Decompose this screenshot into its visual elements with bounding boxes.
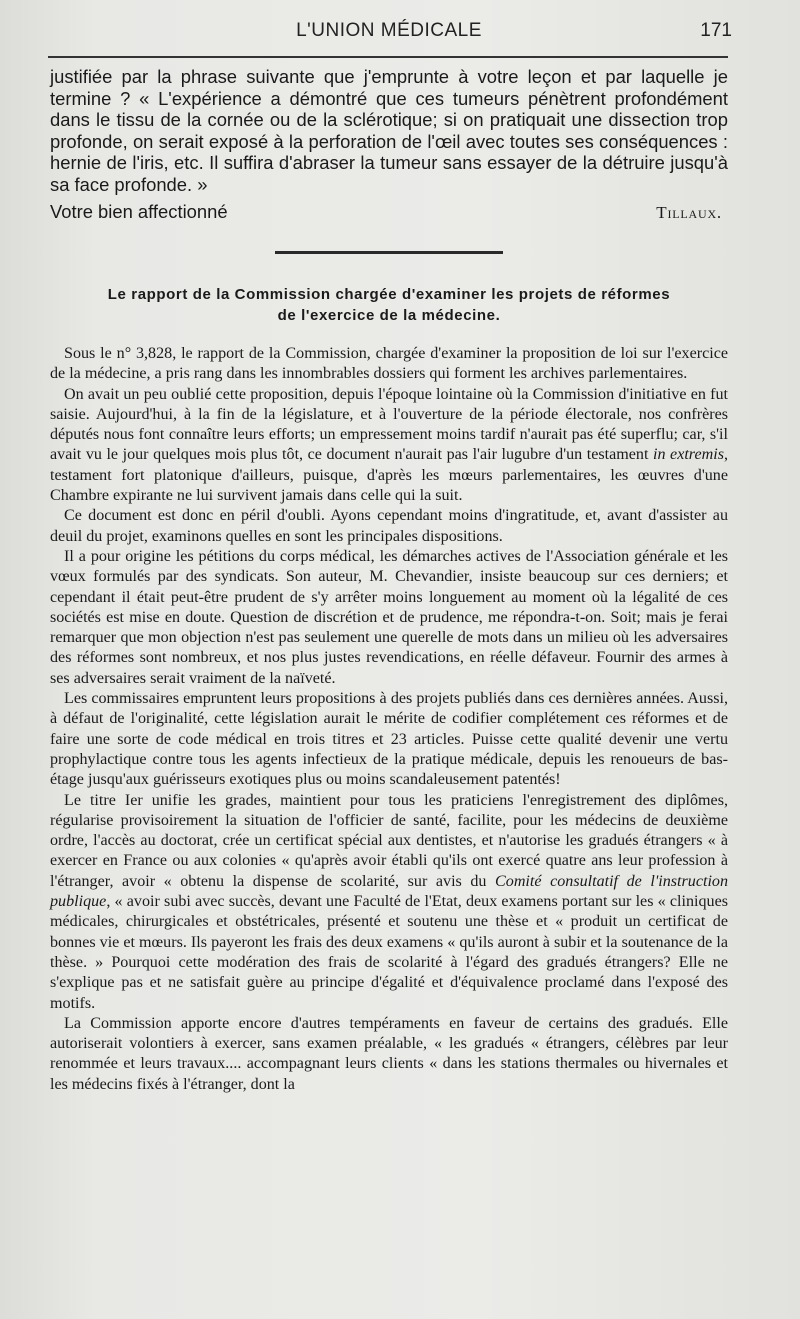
paragraph-4: Il a pour origine les pétitions du corps médical, les démarches actives de l'Association générale et les vœux formulés par des syndicats. Son auteur, M. Chevandier, insiste beaucoup sur ces derniers; et cependant il était peut-être prudent de s'y arrêter moins longuement au moment où la légalité de ces sociétés est mise en doute. Question de discrétion et de prudence, me répondra-t-on. Soit; mais je ferai remarquer que mon objection n'est pas seulement une querelle de mots dans un milieu où les adversaires des réformes sont nombreux, et nos plus justes revendications, en réelle défaveur. Fournir des armes à ses adversaires serait vraiment de la naïveté.: [50, 547, 728, 687]
paragraph-5: Les commissaires empruntent leurs propositions à des projets publiés dans ces dernières années. Aussi, à défaut de l'originalité, cette législation aurait le mérite de codifier complétement ces réformes et de faire une sorte de code médical en trois titres et 23 articles. Puisse cette qualité devenir une vertu prophylactique contre tous les agents infectieux de la pratique médicale, depuis les renoueurs de bas-étage jusqu'aux guérisseurs exotiques plus ou moins scandaleusement patentés!: [50, 690, 728, 789]
paragraph-2-text-c: , testament fort platonique d'ailleurs, puisque, d'après les mœurs parlementaires, les œuvres d'une Chambre expirante ne lui survivent jamais dans celle qui la suit.: [50, 446, 729, 505]
letter-closing: Votre bien affectionné: [50, 201, 228, 222]
article-title: [50, 284, 728, 326]
paragraph-6-italic: Comité consultatif de l'instruction publique: [50, 872, 729, 911]
paragraph-6: [50, 791, 728, 1014]
article-title-line-2: de l'exercice de la médecine.: [277, 307, 501, 324]
journal-title: L'UNION MÉDICALE: [296, 20, 482, 41]
letter-signoff: [50, 199, 728, 227]
article-title-line-1: Le rapport de la Commission chargée d'examiner les projets de réformes: [107, 286, 671, 303]
paragraph-7: La Commission apporte encore d'autres tempéraments en faveur de certains des gradués. Elle autoriserait volontiers à exercer, sans examen préalable, « les gradués « étrangers, célèbres par leur renommée et leurs travaux.... accompagnant leurs clients « dans les stations thermales ou hivernales et les médecins fixés à l'étranger, dont la: [50, 1014, 728, 1093]
letter-continuation: justifiée par la phrase suivante que j'emprunte à votre leçon et par laquelle je termine ? « L'expérience a démontré que ces tumeurs pénètrent profondément dans le tissu de la cornée ou de la sclérotique; si on pratiquait une dissection trop profonde, on serait exposé à la perforation de l'œil avec toutes ses conséquences : hernie de l'iris, etc. Il suffira d'abraser la tumeur sans essayer de la détruire jusqu'à sa face profonde. »: [50, 66, 728, 195]
paragraph-3: Ce document est donc en péril d'oubli. Ayons cependant moins d'ingratitude, et, avant d'assister au deuil du projet, examinons quelles en sont les principales dispositions.: [50, 507, 728, 545]
running-header: [50, 14, 732, 50]
paragraph-2-text-a: On avait un peu oublié cette proposition, depuis l'époque lointaine où la Commission d'initiative en fut saisie. Aujourd'hui, à la fin de la législature, et à l'ouverture de la période électorale, nos confrères députés nous font connaître leurs efforts; un empressement moins tardif n'aurait pas été superflu; car, s'il avait vu le jour quelques mois plus tôt, ce document n'aurait pas l'air lugubre d'un testament: [50, 385, 728, 464]
paragraph-6-text-c: , « avoir subi avec succès, devant une Faculté de l'Etat, deux examens portant sur les « cliniques médicales, chirurgicales et obstétricales, présenté et soutenu une thèse et « produit un certificat de bonnes vie et mœurs. Ils payeront les frais des deux examens « qu'ils auront à subir et la soutenance de la thèse. » Pourquoi cette modération des frais de scolarité à l'égard des gradués étrangers? Elle ne s'explique pas et ne satisfait guère au principe d'égalité et d'équivalence proclamé dans l'exposé des motifs.: [50, 893, 728, 1012]
section-divider: [275, 251, 503, 254]
paragraph-6-text-a: Le titre Ier unifie les grades, maintient pour tous les praticiens l'enregistrement des diplômes, régularise provisoirement la situation de l'officier de santé, facilite, pour les médecins de deuxième ordre, l'accès au doctorat, crée un certificat spécial aux dentistes, et n'autorise les gradués étrangers « à exercer en France ou aux colonies « qu'après avoir établi qu'ils ont exercé quatre ans leur profession à l'étranger, avoir « obtenu la dispense de scolarité, sur avis du: [50, 791, 728, 890]
letter-signature: Tillaux.: [656, 203, 722, 222]
paragraph-1: Sous le n° 3,828, le rapport de la Commission, chargée d'examiner la proposition de loi sur l'exercice de la médecine, a pris rang dans les innombrables dossiers qui forment les archives parlementaires.: [50, 345, 728, 383]
header-rule: [48, 56, 728, 58]
paragraph-2-italic: in extremis: [652, 446, 724, 464]
paragraph-2: [50, 385, 728, 507]
page-number: 171: [700, 20, 732, 41]
